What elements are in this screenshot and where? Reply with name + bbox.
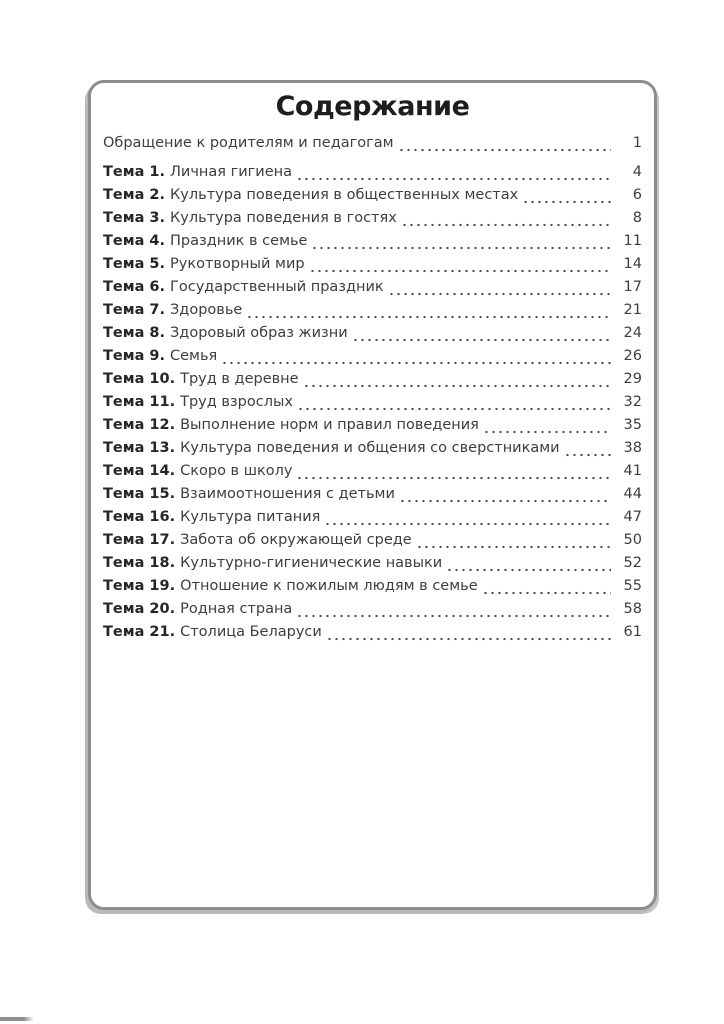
toc-row [103, 184, 642, 207]
toc-leader-dots [311, 230, 611, 253]
toc-entry-number: Тема 13. [103, 440, 176, 456]
toc-entry-label: Личная гигиена [170, 164, 292, 180]
toc-entry-label: Здоровый образ жизни [170, 325, 348, 341]
toc-row [103, 391, 642, 414]
toc-entry-label: Рукотворный мир [170, 256, 305, 272]
toc-row [103, 299, 642, 322]
toc-page-number: 38 [623, 440, 642, 456]
toc-entry-number: Тема 18. [103, 555, 176, 571]
toc-entry-number: Тема 11. [103, 394, 176, 410]
toc-page-number: 50 [623, 532, 642, 548]
toc-entry-number: Тема 14. [103, 463, 176, 479]
toc-page-number: 26 [623, 348, 642, 364]
toc-entry-number: Тема 1. [103, 164, 166, 180]
toc-page-number: 8 [632, 210, 642, 226]
toc-page-number: 11 [623, 233, 642, 249]
toc-page-number: 47 [623, 509, 642, 525]
toc-leader-dots [352, 322, 611, 345]
toc-page-number: 29 [623, 371, 642, 387]
toc-page-number: 21 [623, 302, 642, 318]
toc-entry-label: Праздник в семье [170, 233, 308, 249]
toc-entry-label: Труд в деревне [180, 371, 299, 387]
toc-row [103, 132, 642, 155]
toc-leader-dots [388, 276, 611, 299]
toc-leader-dots [399, 483, 611, 506]
toc-entry-number: Тема 19. [103, 578, 176, 594]
toc-row [103, 161, 642, 184]
toc-entry-label: Обращение к родителям и педагогам [103, 135, 394, 151]
toc-entry-number: Тема 16. [103, 509, 176, 525]
toc-row [103, 437, 642, 460]
toc-entry-label: Труд взрослых [180, 394, 293, 410]
toc-leader-dots [324, 506, 611, 529]
toc-row [103, 368, 642, 391]
toc-leader-dots [221, 345, 611, 368]
toc-row [103, 345, 642, 368]
toc-entry-number: Тема 15. [103, 486, 176, 502]
toc-entry-number: Тема 8. [103, 325, 166, 341]
toc-entry-label: Выполнение норм и правил поведения [180, 417, 479, 433]
toc-row [103, 598, 642, 621]
toc-entry-number: Тема 3. [103, 210, 166, 226]
toc-entry-number: Тема 5. [103, 256, 166, 272]
page-title: Содержание [275, 91, 470, 122]
toc-entry-label: Семья [170, 348, 218, 364]
toc-row [103, 483, 642, 506]
toc-leader-dots [296, 598, 611, 621]
toc-page-number: 1 [632, 135, 642, 151]
toc-page-number: 14 [623, 256, 642, 272]
toc-page-number: 32 [623, 394, 642, 410]
toc-leader-dots [401, 207, 611, 230]
toc-leader-dots [326, 621, 611, 644]
toc-row [103, 529, 642, 552]
toc-entry-number: Тема 21. [103, 624, 176, 640]
toc-page-number: 6 [632, 187, 642, 203]
toc-page-number: 58 [623, 601, 642, 617]
toc-page-number: 24 [623, 325, 642, 341]
toc-leader-dots [303, 368, 611, 391]
toc-leader-dots [398, 132, 611, 155]
toc-page-number: 55 [623, 578, 642, 594]
toc-leader-dots [296, 161, 611, 184]
toc-entry-number: Тема 10. [103, 371, 176, 387]
toc-entry-number: Тема 17. [103, 532, 176, 548]
toc-entry-label: Культура питания [180, 509, 321, 525]
toc-entry-label: Отношение к пожилым людям в семье [180, 578, 478, 594]
toc-leader-dots [483, 414, 611, 437]
toc-leader-dots [296, 460, 611, 483]
toc-entry-number: Тема 6. [103, 279, 166, 295]
toc-entry-label: Скоро в школу [180, 463, 293, 479]
toc-row [103, 575, 642, 598]
toc-leader-dots [482, 575, 611, 598]
toc-leader-dots [297, 391, 611, 414]
toc-entry-label: Культура поведения в общественных местах [170, 187, 519, 203]
toc-leader-dots [522, 184, 611, 207]
toc-entry-number: Тема 12. [103, 417, 176, 433]
toc-entry-label: Столица Беларуси [180, 624, 322, 640]
toc-leader-dots [416, 529, 611, 552]
toc-row [103, 230, 642, 253]
toc-leader-dots [246, 299, 611, 322]
toc-entry-label: Взаимоотношения с детьми [180, 486, 395, 502]
toc-entry-number: Тема 9. [103, 348, 166, 364]
toc-list [101, 132, 644, 644]
toc-page-number: 4 [632, 164, 642, 180]
toc-row [103, 253, 642, 276]
toc-page-number: 17 [623, 279, 642, 295]
toc-entry-number: Тема 2. [103, 187, 166, 203]
toc-entry-label: Родная страна [180, 601, 293, 617]
toc-page-number: 44 [623, 486, 642, 502]
toc-leader-dots [564, 437, 611, 460]
toc-row [103, 207, 642, 230]
toc-page-number: 52 [623, 555, 642, 571]
toc-row [103, 460, 642, 483]
toc-row [103, 414, 642, 437]
toc-leader-dots [446, 552, 611, 575]
page-frame [88, 80, 657, 910]
toc-entry-label: Государственный праздник [170, 279, 384, 295]
toc-entry-label: Культура поведения и общения со сверстниками [180, 440, 560, 456]
toc-entry-label: Здоровье [170, 302, 243, 318]
toc-page-number: 35 [623, 417, 642, 433]
toc-entry-label: Культурно-гигиенические навыки [180, 555, 443, 571]
scan-artifact [0, 1017, 34, 1021]
toc-row [103, 322, 642, 345]
toc-entry-number: Тема 4. [103, 233, 166, 249]
toc-leader-dots [309, 253, 611, 276]
toc-row [103, 506, 642, 529]
toc-entry-label: Забота об окружающей среде [180, 532, 412, 548]
toc-row [103, 621, 642, 644]
toc-entry-number: Тема 20. [103, 601, 176, 617]
toc-row [103, 552, 642, 575]
toc-entry-label: Культура поведения в гостях [170, 210, 397, 226]
toc-page-number: 41 [623, 463, 642, 479]
toc-entry-number: Тема 7. [103, 302, 166, 318]
toc-row [103, 276, 642, 299]
toc-page-number: 61 [623, 624, 642, 640]
